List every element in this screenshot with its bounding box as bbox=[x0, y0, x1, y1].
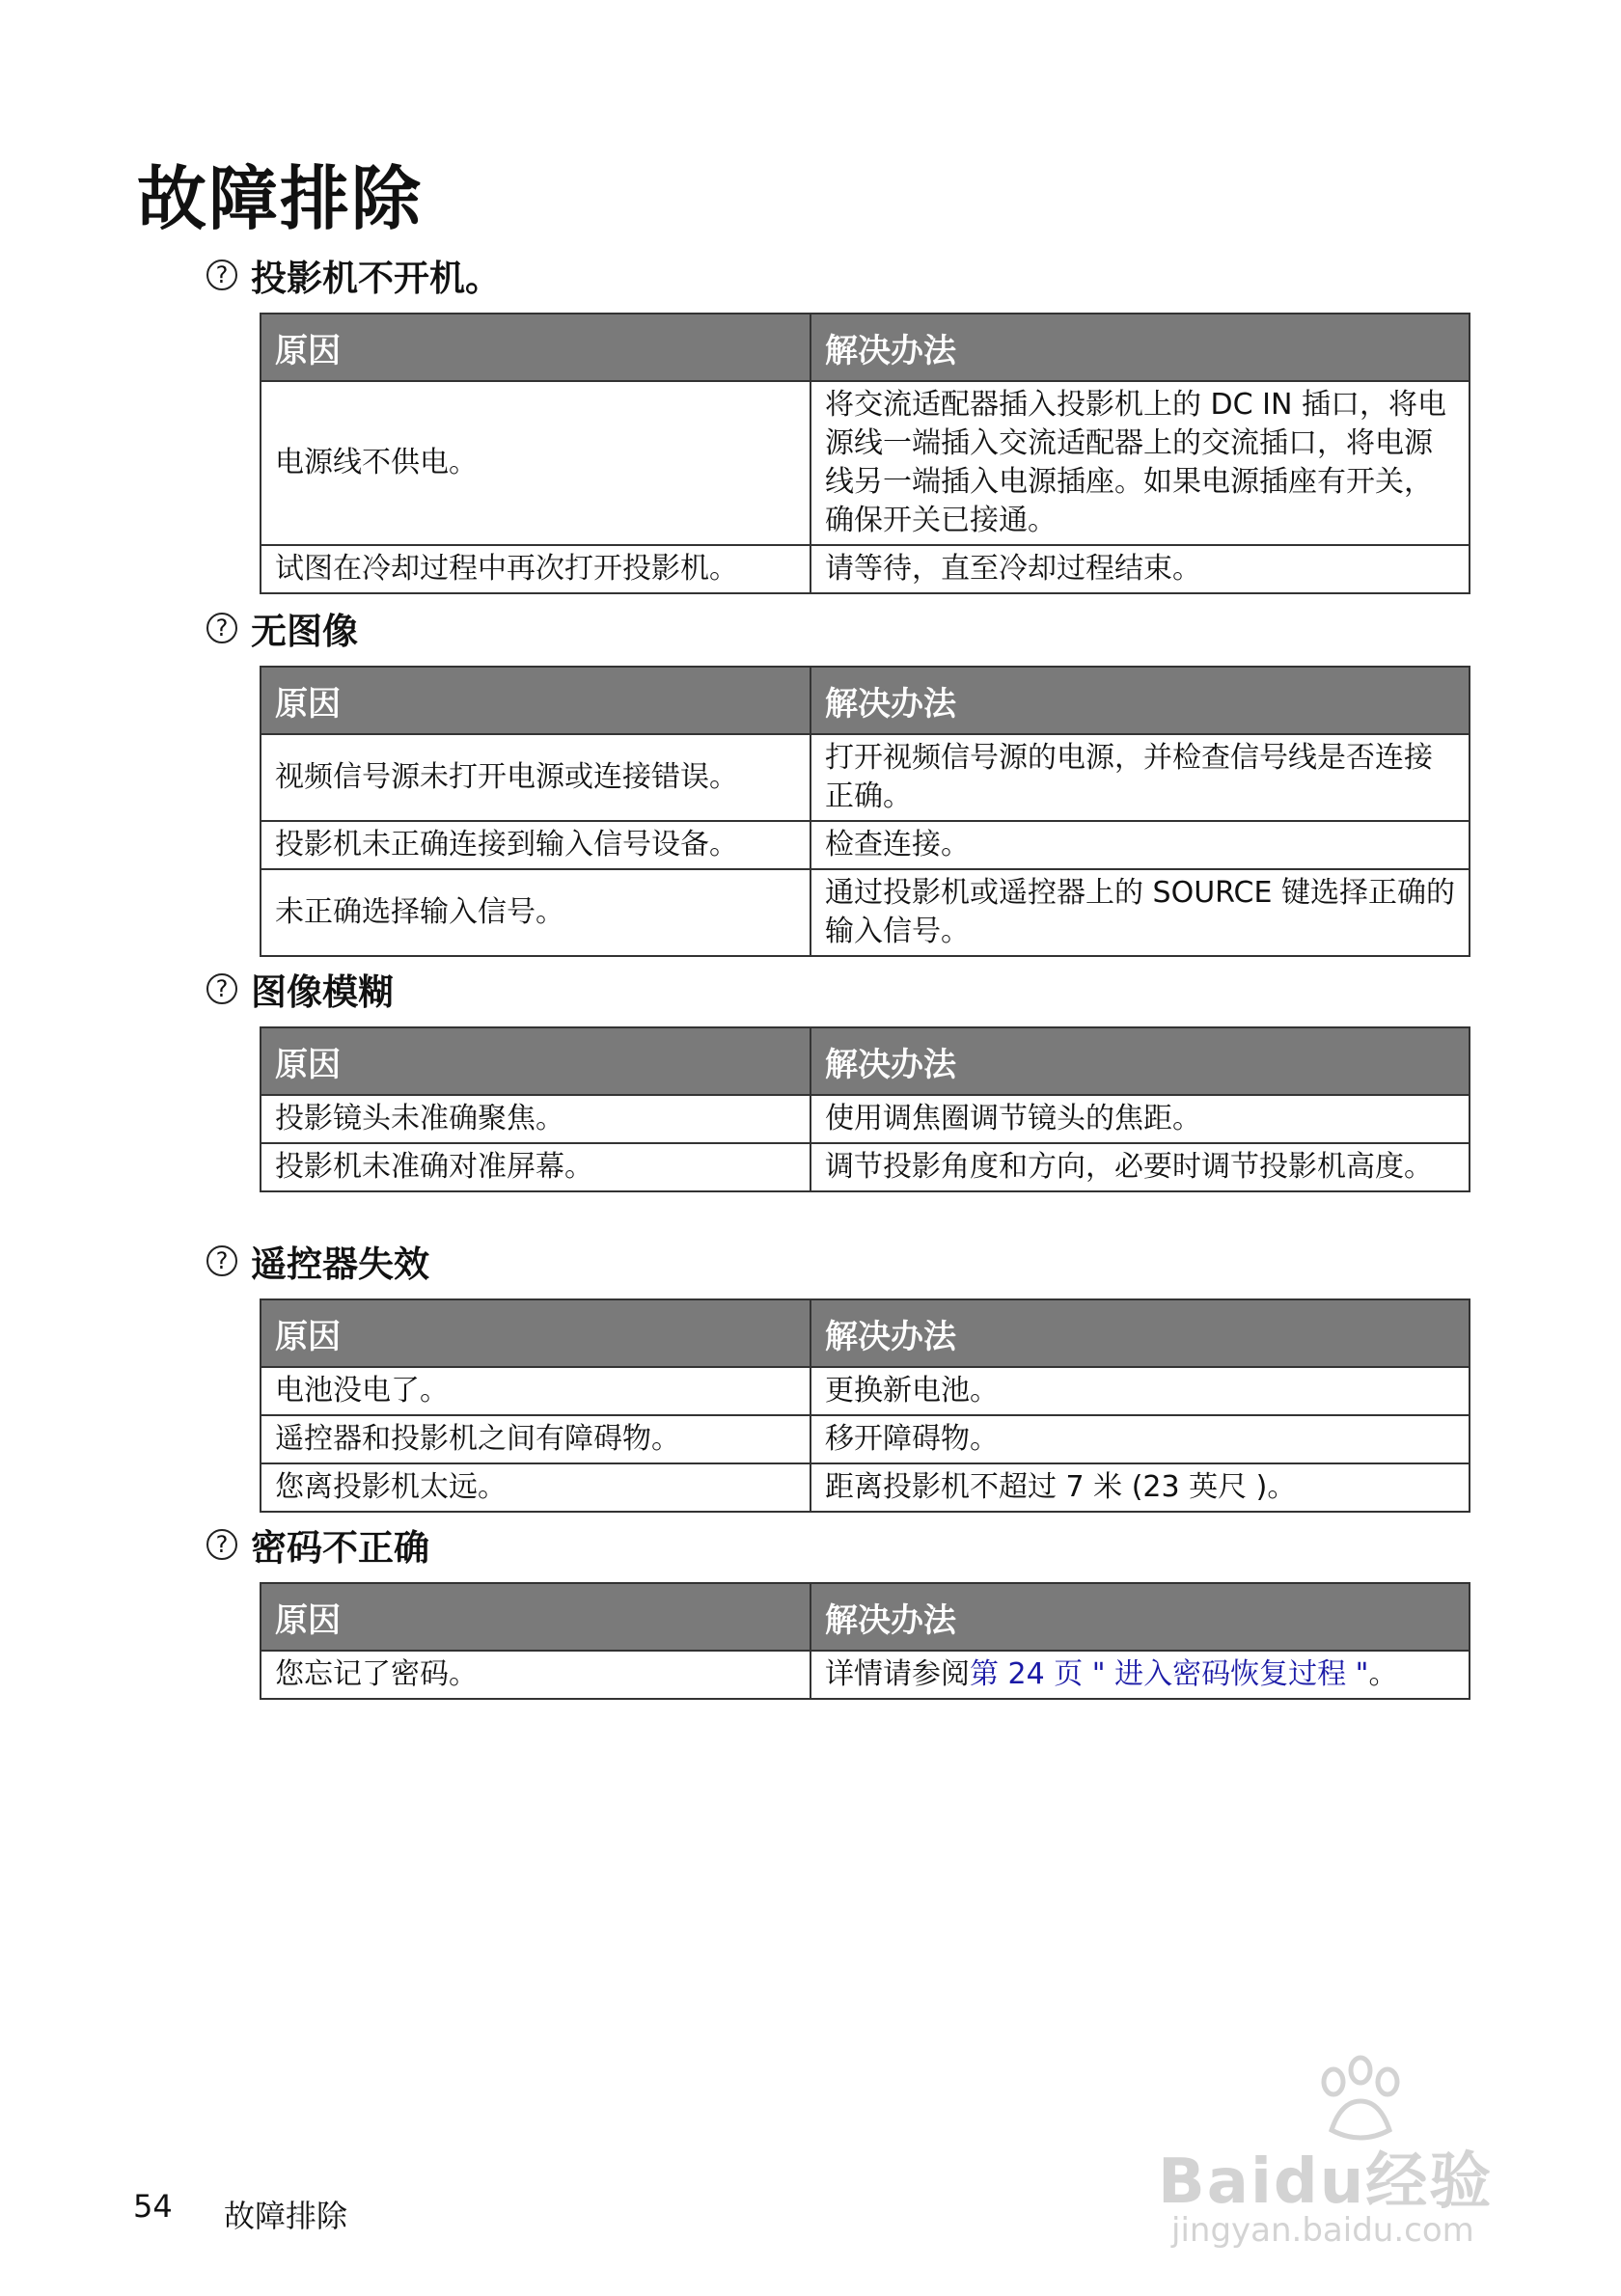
solution-text: 详情请参阅 bbox=[825, 1657, 970, 1691]
password-recovery-link[interactable]: 第 24 页 " 进入密码恢复过程 " bbox=[970, 1657, 1369, 1691]
section-title: 投影机不开机。 bbox=[251, 258, 501, 299]
troubleshoot-table bbox=[260, 1582, 1470, 1700]
section-heading bbox=[206, 604, 1469, 652]
watermark-url: jingyan.baidu.com bbox=[1171, 2211, 1474, 2250]
cause-cell: 遥控器和投影机之间有障碍物。 bbox=[261, 1415, 810, 1463]
troubleshoot-table bbox=[260, 313, 1470, 594]
section-heading bbox=[206, 251, 1469, 299]
cause-cell: 投影机未准确对准屏幕。 bbox=[261, 1143, 810, 1191]
section-heading bbox=[206, 965, 1469, 1013]
header-solution: 解决办法 bbox=[810, 314, 1470, 381]
solution-suffix: 。 bbox=[1368, 1657, 1398, 1691]
table-row bbox=[261, 1367, 1470, 1415]
table-row bbox=[261, 381, 1470, 545]
watermark-brand: Baidu经验 bbox=[1158, 2146, 1494, 2218]
cause-cell: 您离投影机太远。 bbox=[261, 1463, 810, 1512]
solution-cell: 调节投影角度和方向，必要时调节投影机高度。 bbox=[810, 1143, 1470, 1191]
table-header-row bbox=[261, 667, 1470, 734]
cause-cell: 投影机未正确连接到输入信号设备。 bbox=[261, 821, 810, 869]
cause-cell: 您忘记了密码。 bbox=[261, 1651, 810, 1699]
solution-cell: 移开障碍物。 bbox=[810, 1415, 1470, 1463]
table-row bbox=[261, 1143, 1470, 1191]
section-no-image bbox=[206, 604, 1469, 957]
header-cause: 原因 bbox=[261, 667, 810, 734]
solution-cell: 检查连接。 bbox=[810, 821, 1470, 869]
header-solution: 解决办法 bbox=[810, 1299, 1470, 1367]
section-title: 遥控器失效 bbox=[251, 1244, 429, 1285]
solution-cell: 请等待，直至冷却过程结束。 bbox=[810, 545, 1470, 593]
question-icon: ? bbox=[206, 1529, 237, 1560]
footer-title: 故障排除 bbox=[224, 2198, 348, 2234]
cause-cell: 投影镜头未准确聚焦。 bbox=[261, 1095, 810, 1143]
solution-cell: 打开视频信号源的电源，并检查信号线是否连接正确。 bbox=[810, 734, 1470, 821]
table-row bbox=[261, 1095, 1470, 1143]
header-solution: 解决办法 bbox=[810, 667, 1470, 734]
table-row bbox=[261, 1651, 1470, 1699]
question-icon: ? bbox=[206, 260, 237, 290]
solution-cell: 将交流适配器插入投影机上的 DC IN 插口，将电源线一端插入交流适配器上的交流插口，将电源线另一端插入电源插座。如果电源插座有开关，确保开关已接通。 bbox=[810, 381, 1470, 545]
table-header-row bbox=[261, 314, 1470, 381]
section-title: 图像模糊 bbox=[251, 971, 394, 1013]
section-blurry-image bbox=[206, 965, 1469, 1192]
cause-cell: 未正确选择输入信号。 bbox=[261, 869, 810, 956]
section-heading bbox=[206, 1237, 1469, 1285]
troubleshoot-table bbox=[260, 1298, 1470, 1513]
header-cause: 原因 bbox=[261, 1027, 810, 1095]
solution-cell: 使用调焦圈调节镜头的焦距。 bbox=[810, 1095, 1470, 1143]
cause-cell: 视频信号源未打开电源或连接错误。 bbox=[261, 734, 810, 821]
solution-cell: 通过投影机或遥控器上的 SOURCE 键选择正确的输入信号。 bbox=[810, 869, 1470, 956]
troubleshoot-table bbox=[260, 666, 1470, 957]
section-remote-failure bbox=[206, 1237, 1469, 1513]
page-title: 故障排除 bbox=[137, 158, 424, 239]
section-heading bbox=[206, 1520, 1469, 1569]
header-solution: 解决办法 bbox=[810, 1027, 1470, 1095]
section-wrong-password bbox=[206, 1520, 1469, 1700]
solution-cell bbox=[810, 1651, 1470, 1699]
troubleshoot-table bbox=[260, 1026, 1470, 1192]
header-cause: 原因 bbox=[261, 314, 810, 381]
table-header-row bbox=[261, 1299, 1470, 1367]
header-cause: 原因 bbox=[261, 1299, 810, 1367]
section-title: 无图像 bbox=[251, 611, 358, 652]
table-header-row bbox=[261, 1027, 1470, 1095]
cause-cell: 试图在冷却过程中再次打开投影机。 bbox=[261, 545, 810, 593]
cause-cell: 电源线不供电。 bbox=[261, 381, 810, 545]
header-cause: 原因 bbox=[261, 1583, 810, 1651]
table-row bbox=[261, 869, 1470, 956]
section-title: 密码不正确 bbox=[251, 1527, 429, 1569]
header-solution: 解决办法 bbox=[810, 1583, 1470, 1651]
question-icon: ? bbox=[206, 973, 237, 1004]
table-header-row bbox=[261, 1583, 1470, 1651]
solution-cell: 更换新电池。 bbox=[810, 1367, 1470, 1415]
solution-cell: 距离投影机不超过 7 米 (23 英尺 )。 bbox=[810, 1463, 1470, 1512]
table-row bbox=[261, 734, 1470, 821]
section-no-power bbox=[206, 251, 1469, 594]
table-row bbox=[261, 1463, 1470, 1512]
question-icon: ? bbox=[206, 1245, 237, 1276]
question-icon: ? bbox=[206, 613, 237, 643]
table-row bbox=[261, 545, 1470, 593]
baidu-watermark bbox=[1158, 2055, 1563, 2248]
cause-cell: 电池没电了。 bbox=[261, 1367, 810, 1415]
table-row bbox=[261, 821, 1470, 869]
table-row bbox=[261, 1415, 1470, 1463]
page-number: 54 bbox=[133, 2188, 173, 2225]
